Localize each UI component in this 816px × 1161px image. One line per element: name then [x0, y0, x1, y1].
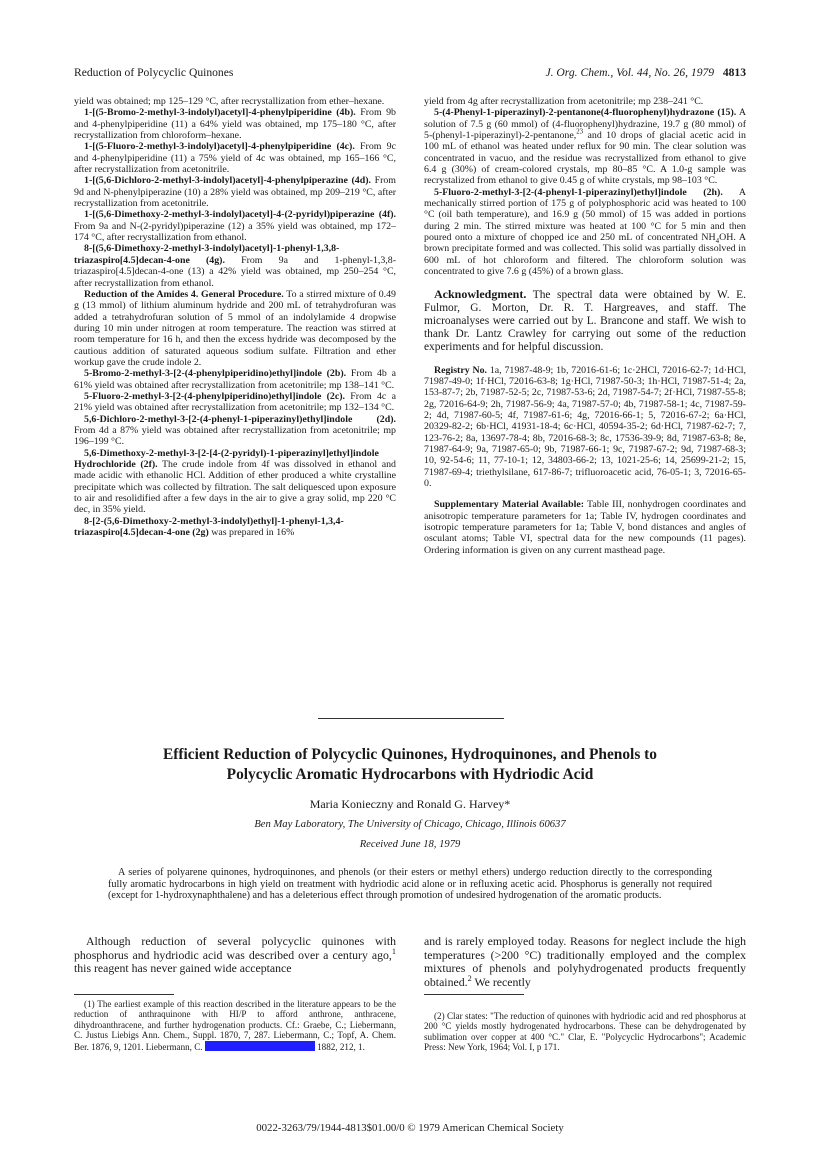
footnote-marker: 1 [391, 946, 396, 956]
title-line: Polycyclic Aromatic Hydrocarbons with Hydriodic Acid [226, 765, 594, 783]
registry-heading: Registry No. [434, 364, 488, 376]
paragraph [74, 243, 396, 288]
received-date: Received June 18, 1979 [359, 839, 461, 850]
paragraph: yield from 4g after recrystallization from acetonitrile; mp 238–241 °C. [424, 96, 704, 107]
subscript: 4 [715, 238, 720, 246]
registry-numbers [424, 365, 746, 490]
paragraph-text: From 9a and 1-phenyl-1,3,8-triazaspiro[4.5]decan-4-one (13) a 42% yield was obtained, mp 250–254 °C, after recrystallization from ethanol. [74, 254, 396, 289]
supplementary-material [424, 499, 746, 556]
paragraph [424, 107, 746, 186]
abstract: A series of polyarene quinones, hydroquinones, and phenols (or their esters or methyl ethers) undergo reduction directly to the corresponding fully aromatic hydrocarbons in high yield on treatment with hydriodic acid alone or in refluxing acetic acid. Phosphorus is generally not required (except for 1-hydroxynaphthalene) and has a deleterious effect through promotion of undesired hydrogenation of the aromatic products. [108, 867, 712, 902]
paragraph-text: From 4b a 61% yield was obtained after recrystallization from acetonitrile; mp 138–141 °C. [74, 368, 396, 391]
paragraph [74, 391, 396, 414]
acknowledgment-text: The spectral data were obtained by W. E. Fulmor, G. Morton, Dr. R. T. Hargreaves, and staff. The microanalyses were carried out by L. Brancone and staff. We wish to thank Dr. Lantz Crawley for carrying out some of the reduction experiments and for helpful discussion. [424, 288, 746, 354]
paragraph-text: OH. A brown precipitate formed and was collected. This solid was partially dissolved in 600 mL of hot chloroform and filtered. The chloroform solution was concentrated to give 7.6 g (45%) of a brown glass. [424, 232, 746, 278]
compound-heading: 1-[(5-Bromo-2-methyl-3-indolyl)acetyl]-4-phenylpiperidine (4b). [84, 107, 356, 119]
body-text: this reagent has never gained wide acceptance [74, 961, 292, 976]
paragraph-text: was prepared in 16% [208, 527, 295, 539]
affiliation: Ben May Laboratory, The University of Chicago, Chicago, Illinois 60637 [254, 819, 566, 830]
compound-heading: 5,6-Dimethoxy-2-methyl-3-[2-[4-(2-pyridyl)-1-piperazinyl]ethyl]indole Hydrochloride (2f). [74, 447, 379, 470]
title-line: Efficient Reduction of Polycyclic Quinones, Hydroquinones, and Phenols to [163, 746, 657, 763]
compound-heading: 1-[(5,6-Dichloro-2-methyl-3-indolyl)acetyl]-4-phenylpiperazine (4d). [84, 175, 371, 187]
compound-heading: 1-[(5,6-Dimethoxy-2-methyl-3-indolyl)acetyl]-4-(2-pyridyl)piperazine (4f). [84, 209, 396, 221]
footnote-rule [74, 994, 174, 995]
paragraph-text: A mechanically stirred portion of 175 g of polyphosphoric acid was heated to 100 °C (oil bath temperature), and 16.9 g (50 mmol) of 15 was added in portions during 2 min. The stirred mixture was heated at 100 °C for 5 min and then poured onto a mixture of chopped ice and 250 mL of concentrated NH [424, 186, 746, 244]
footnote-rule [424, 994, 524, 995]
footnote-marker: 2 [467, 973, 472, 983]
compound-heading: 8-[(5,6-Dimethoxy-2-methyl-3-indolyl)acetyl]-1-phenyl-1,3,8-triazaspiro[4.5]decan-4-one (4g). [74, 243, 340, 266]
footnote-2: (2) Clar states: "The reduction of quinones with hydriodic acid and red phosphorus at 200 °C yields mostly hydrogenated hydrocarbons. These can be dehydrogenated by sublimation over copper at 400 °C." Clar, E. "Polycyclic Hydrocarbons"; Academic Press: New York, 1964; Vol. I, p 171. [424, 1011, 746, 1053]
body-text-left [74, 935, 396, 976]
registry-text: 1a, 71987-48-9; 1b, 72016-61-6; 1c·2HCl, 72016-62-7; 1d·HCl, 71987-49-0; 1f·HCl, 72016-63-8; 1g·HCl, 71987-50-3; 1h·HCl, 71987-51-4; 2a, 153-87-7; 2b, 71987-52-5; 2c, 71987-53-6; 2d, 71987-54-7; 2f·HCl, 71987-55-8; 2g, 72016-64-9; 2h, 71987-56-9; 4a, 71987-57-0; 4b, 71987-58-1; 4c, 71987-59-2; 4d, 71987-60-5; 4f, 71987-61-6; 4g, 72016-66-1; 5, 72016-67-2; 6a·HCl, 20329-82-2; 6b·HCl, 41931-18-4; 6c·HCl, 40594-35-2; 6d·HCl, 71987-62-7; 7, 123-76-2; 8a, 13697-78-4; 8b, 72016-68-3; 8c, 17536-39-9; 8d, 71987-63-8; 8e, 71987-64-9; 9a, 71987-65-0; 9b, 71987-66-1; 9c, 71987-67-2; 9d, 71987-68-3; 10, 92-54-6; 11, 77-10-1; 12, 34803-66-2; 13, 1021-25-6; 14, 25699-21-2; 15, 71987-69-4; triethylsilane, 617-86-7; trifluoroacetic acid, 76-05-1; 3, 72016-65-0. [424, 364, 746, 489]
paragraph [74, 175, 396, 209]
paragraph: yield was obtained; mp 125–129 °C, after recrystallization from ether–hexane. [74, 96, 385, 107]
authors: Maria Konieczny and Ronald G. Harvey* [309, 797, 511, 811]
paragraph-text: To a stirred mixture of 0.49 g (13 mmol) of lithium aluminum hydride and 200 mL of tetrahydrofuran was added a tetrahydrofuran solution of 5 mmol of an indolylamide 4 dropwise during 10 min under nitrogen at room temperature. The reaction was stirred at room temperature for 16 h, and then the excess hydride was decomposed by the cautious addition of saturated aqueous sodium sulfate. Filtration and ether workup gave the crude indole 2. [74, 288, 396, 368]
paragraph [74, 414, 396, 448]
compound-heading: 5-(4-Phenyl-1-piperazinyl)-2-pentanone(4-fluorophenyl)hydrazone (15). [434, 107, 737, 119]
paragraph [74, 368, 396, 391]
body-text: We recently [471, 974, 531, 989]
paragraph [74, 107, 396, 141]
paragraph-text: From 9c and 4-phenylpiperidine (11) a 75% yield of 4c was obtained, mp 165–166 °C, after recrystallization from acetonitrile. [74, 141, 396, 176]
compound-heading: 5-Fluoro-2-methyl-3-[2-(4-phenylpiperidino)ethyl]indole (2c). [84, 390, 346, 402]
paragraph-text: The crude indole from 4f was dissolved in ethanol and made acidic with ethanolic HCl. Addition of ether produced a white crystalline precipitate which was collected by filtration. The salt deliquesced upon exposure to air and resolidified after a few days in the air to give a gray solid, mp 220 °C dec, in 35% yield. [74, 459, 396, 516]
body-text: and is rarely employed today. Reasons for neglect include the high temperatures (>200 °C) traditionally employed and the complex mixtures of phenols and polyhydrogenated products frequently obtained. [424, 934, 746, 989]
supplementary-text: Table III, nonhydrogen coordinates and anisotropic temperature parameters for 1a; Table IV, hydrogen coordinates and isotropic temperature parameters for 1a; Table V, bond distances and angles of osculant atoms; Table VI, spectral data for the new compounds (11 pages). Ordering information is given on any current masthead page. [424, 499, 746, 556]
paragraph-text: A solution of 7.5 g (60 mmol) of (4-fluorophenyl)hydrazine, 19.7 g (80 mmol) of 5-(phenyl-1-piperazinyl)-2-pentanone, [424, 107, 746, 142]
paragraph-text: From 9a and N-(2-pyridyl)piperazine (12) a 35% yield was obtained, mp 172–174 °C, after recrystallization from ethanol. [74, 220, 396, 244]
compound-heading: 5-Fluoro-2-methyl-3-[2-(4-phenyl-1-piperazinyl)ethyl]indole (2h). [434, 186, 723, 198]
paragraph-text: From 4c a 21% yield was obtained after recrystallization from acetonitrile; mp 132–134 °C. [74, 390, 396, 414]
paragraph-text: From 4d a 87% yield was obtained after recrystallization from acetonitrile; mp 196–199 °C. [74, 424, 396, 448]
article-divider [318, 718, 504, 719]
running-head [74, 66, 746, 82]
supplementary-heading: Supplementary Material Available: [434, 499, 584, 511]
section-heading: Reduction of the Amides 4. General Procedure. [84, 288, 284, 300]
article-title [74, 745, 746, 784]
reference-marker: 23 [576, 128, 584, 136]
body-text: Although reduction of several polycyclic quinones with phosphorus and hydriodic acid was described over a century ago, [74, 934, 396, 962]
page-number: 4813 [722, 66, 746, 79]
paragraph [424, 187, 746, 278]
paragraph [74, 141, 396, 175]
acknowledgment [424, 288, 746, 355]
copyright-footer: 0022-3263/79/1944-4813$01.00/0 © 1979 American Chemical Society [256, 1122, 564, 1134]
body-text-right [424, 935, 746, 989]
footnote-1 [74, 999, 396, 1052]
compound-heading: 5,6-Dichloro-2-methyl-3-[2-(4-phenyl-1-piperazinyl)ethyl]indole (2d). [84, 413, 396, 425]
compound-heading: 8-[2-(5,6-Dimethoxy-2-methyl-3-indolyl)ethyl]-1-phenyl-1,3,4-triazaspiro[4.5]decan-4-one (2g) [74, 515, 344, 539]
paragraph-text: From 9d and N-phenylpiperazine (10) a 28% yield was obtained, mp 209–219 °C, after recrystallization from acetonitrile. [74, 175, 396, 210]
paragraph [74, 448, 396, 516]
left-column [74, 96, 396, 538]
paragraph [74, 289, 396, 368]
redaction-box [205, 1041, 315, 1051]
paragraph [74, 516, 396, 539]
compound-heading: 5-Bromo-2-methyl-3-[2-(4-phenylpiperidino)ethyl]indole (2b). [84, 368, 347, 380]
running-title: Reduction of Polycyclic Quinones [74, 66, 234, 79]
journal-name: J. Org. Chem., Vol. 44, No. 26, 1979 [545, 66, 715, 79]
paragraph-text: and 10 drops of glacial acetic acid in 100 mL of ethanol was heated under reflux for 90 min. The clear solution was concentrated in vacuo, and the residue was recrystallized from ethanol to give 6.4 g (30%) of cream-colored crystals, mp 80–85 °C. A 1.0-g sample was recrystalized from ethanol to give 0.45 g of white crystals, mp 98–103 °C. [424, 130, 746, 187]
journal-citation [545, 66, 746, 79]
paragraph-text: From 9b and 4-phenylpiperidine (11) a 64% yield was obtained, mp 175–180 °C, after recrystallization from chloroform–hexane. [74, 107, 396, 142]
paragraph [74, 209, 396, 243]
acknowledgment-heading: Acknowledgment. [434, 286, 527, 301]
footnote-text: (1) The earliest example of this reaction described in the literature appears to be the reduction of anthraquinone with HI/P to afford anthrone, anthracene, dihydroanthracene, and further hydrogenation products. Cf.: Graebe, C.; Liebermann, C. Justus Liebigs Ann. Chem., Suppl. 1870, 7, 287. Liebermann, C.; Topf, A. Chem. Ber. 1876, 9, 1201. Liebermann, C. [74, 999, 396, 1052]
compound-heading: 1-[(5-Fluoro-2-methyl-3-indolyl)acetyl]-4-phenylpiperidine (4c). [84, 141, 355, 153]
right-column [424, 96, 746, 556]
footnote-text: 1882, 212, 1. [314, 1041, 365, 1052]
